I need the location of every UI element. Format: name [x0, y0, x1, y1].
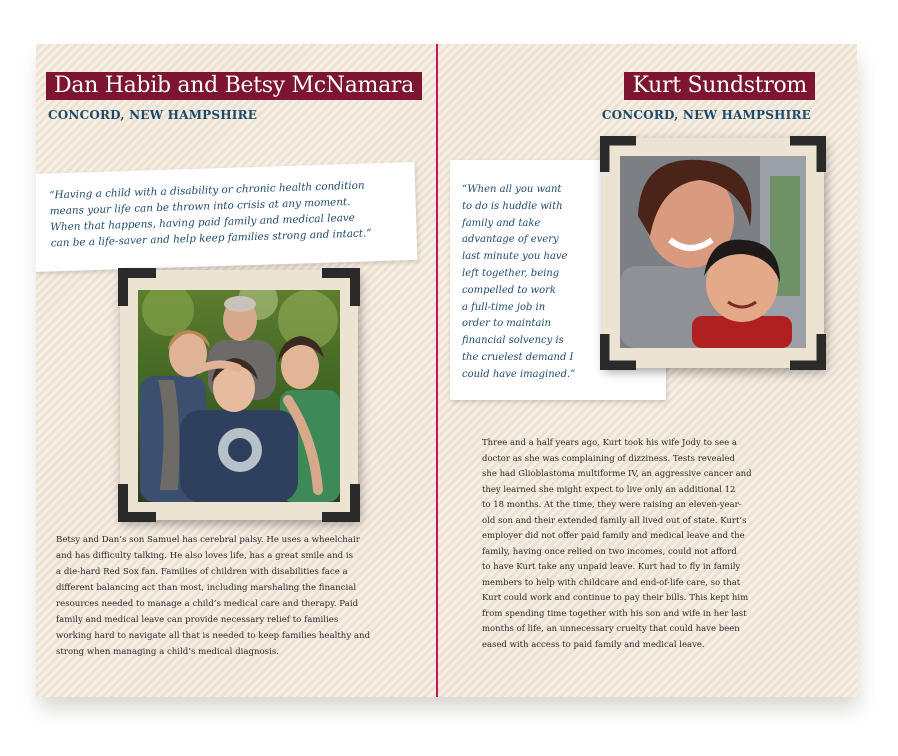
- left-body-line: strong when managing a child’s medical diagnosis.: [56, 647, 279, 657]
- right-quote-line: compelled to work: [462, 284, 556, 296]
- photo-corner-icon: [600, 136, 636, 172]
- photo-corner-icon: [322, 484, 360, 522]
- right-title: Kurt Sundstrom: [624, 72, 815, 100]
- left-body-line: and has difficulty talking. He also loves life, has a great smile and is: [56, 551, 354, 561]
- right-location: CONCORD, NEW HAMPSHIRE: [601, 108, 811, 122]
- right-quote-line: family and take: [462, 217, 541, 229]
- right-quote-line: advantage of every: [462, 234, 559, 246]
- right-quote: [462, 182, 575, 384]
- left-quote-line: “Having a child with a disability or chronic health condition: [49, 179, 365, 202]
- right-quote-line: left together, being: [462, 267, 560, 279]
- right-body-line: to 18 months. At the time, they were raising an eleven-year-: [482, 500, 742, 510]
- photo-corner-icon: [790, 136, 826, 172]
- left-title: Dan Habib and Betsy McNamara: [46, 72, 422, 100]
- left-body-line: resources needed to manage a child’s medical care and therapy. Paid: [56, 599, 359, 609]
- right-body-line: from spending time together with his son and wife in her last: [482, 608, 747, 619]
- right-body-line: months of life, an unnecessary cruelty that could have been: [482, 624, 740, 634]
- left-location: CONCORD, NEW HAMPSHIRE: [48, 108, 258, 122]
- left-quote-line: can be a life-saver and help keep families strong and intact.”: [50, 227, 372, 250]
- left-quote: [49, 177, 372, 251]
- right-body-line: eased with access to paid family and medical leave.: [482, 639, 705, 650]
- page-gutter: [436, 44, 438, 697]
- left-photo: [138, 290, 340, 502]
- right-body-line: Kurt could work and continue to pay their bills. This kept him: [482, 593, 749, 603]
- right-body-line: to have Kurt take any unpaid leave. Kurt had to fly in family: [482, 562, 741, 572]
- right-quote-line: to do is huddle with: [462, 200, 563, 212]
- photo-corner-icon: [118, 484, 156, 522]
- left-body-line: working hard to navigate all that is needed to keep families healthy and: [56, 631, 371, 641]
- right-quote-line: the cruelest demand I: [462, 351, 574, 363]
- photo-corner-icon: [600, 334, 636, 370]
- right-body-line: doctor as she was complaining of dizziness. Tests revealed: [482, 453, 735, 464]
- right-quote-line: order to maintain: [462, 318, 551, 330]
- right-body-line: they learned she might expect to live only an additional 12: [482, 484, 736, 495]
- right-body-line: she had Glioblastoma multiforme IV, an aggressive cancer and: [482, 469, 752, 479]
- left-photo-frame: [120, 270, 358, 520]
- right-body: [482, 436, 752, 653]
- booklet-spread: [36, 44, 857, 697]
- photo-corner-icon: [790, 334, 826, 370]
- family-photo-icon: [138, 290, 340, 502]
- left-body-line: Betsy and Dan’s son Samuel has cerebral palsy. He uses a wheelchair: [56, 535, 360, 545]
- right-quote-line: “When all you want: [462, 184, 562, 195]
- photo-corner-icon: [118, 268, 156, 306]
- right-body-line: Three and a half years ago, Kurt took his wife Jody to see a: [482, 438, 737, 448]
- right-body-line: old son and their extended family all lived out of state. Kurt’s: [482, 515, 747, 526]
- left-body-line: family and medical leave can provide necessary relief to families: [56, 615, 339, 625]
- left-body: [56, 532, 370, 660]
- right-body-line: members to help with childcare and end-of-life care, so that: [482, 577, 741, 588]
- left-body-line: a die-hard Red Sox fan. Families of children with disabilities face a: [56, 567, 348, 577]
- right-quote-line: last minute you have: [462, 251, 568, 263]
- right-quote-line: a full-time job in: [462, 301, 546, 313]
- left-body-line: different balancing act than most, including marshaling the financial: [56, 583, 357, 593]
- right-quote-line: could have imagined.”: [462, 368, 576, 380]
- right-photo-frame: [602, 138, 824, 368]
- left-quote-line: When that happens, having paid family and medical leave: [50, 211, 356, 234]
- mother-and-son-photo-icon: [620, 156, 806, 348]
- left-quote-line: means your life can be thrown into crisis at any moment.: [49, 195, 351, 218]
- right-quote-line: financial solvency is: [462, 335, 564, 347]
- photo-corner-icon: [322, 268, 360, 306]
- right-body-line: employer did not offer paid family and medical leave and the: [482, 531, 745, 541]
- right-body-line: family, having once relied on two incomes, could not afford: [482, 546, 737, 557]
- left-quote-card: [36, 162, 417, 272]
- right-photo: [620, 156, 806, 348]
